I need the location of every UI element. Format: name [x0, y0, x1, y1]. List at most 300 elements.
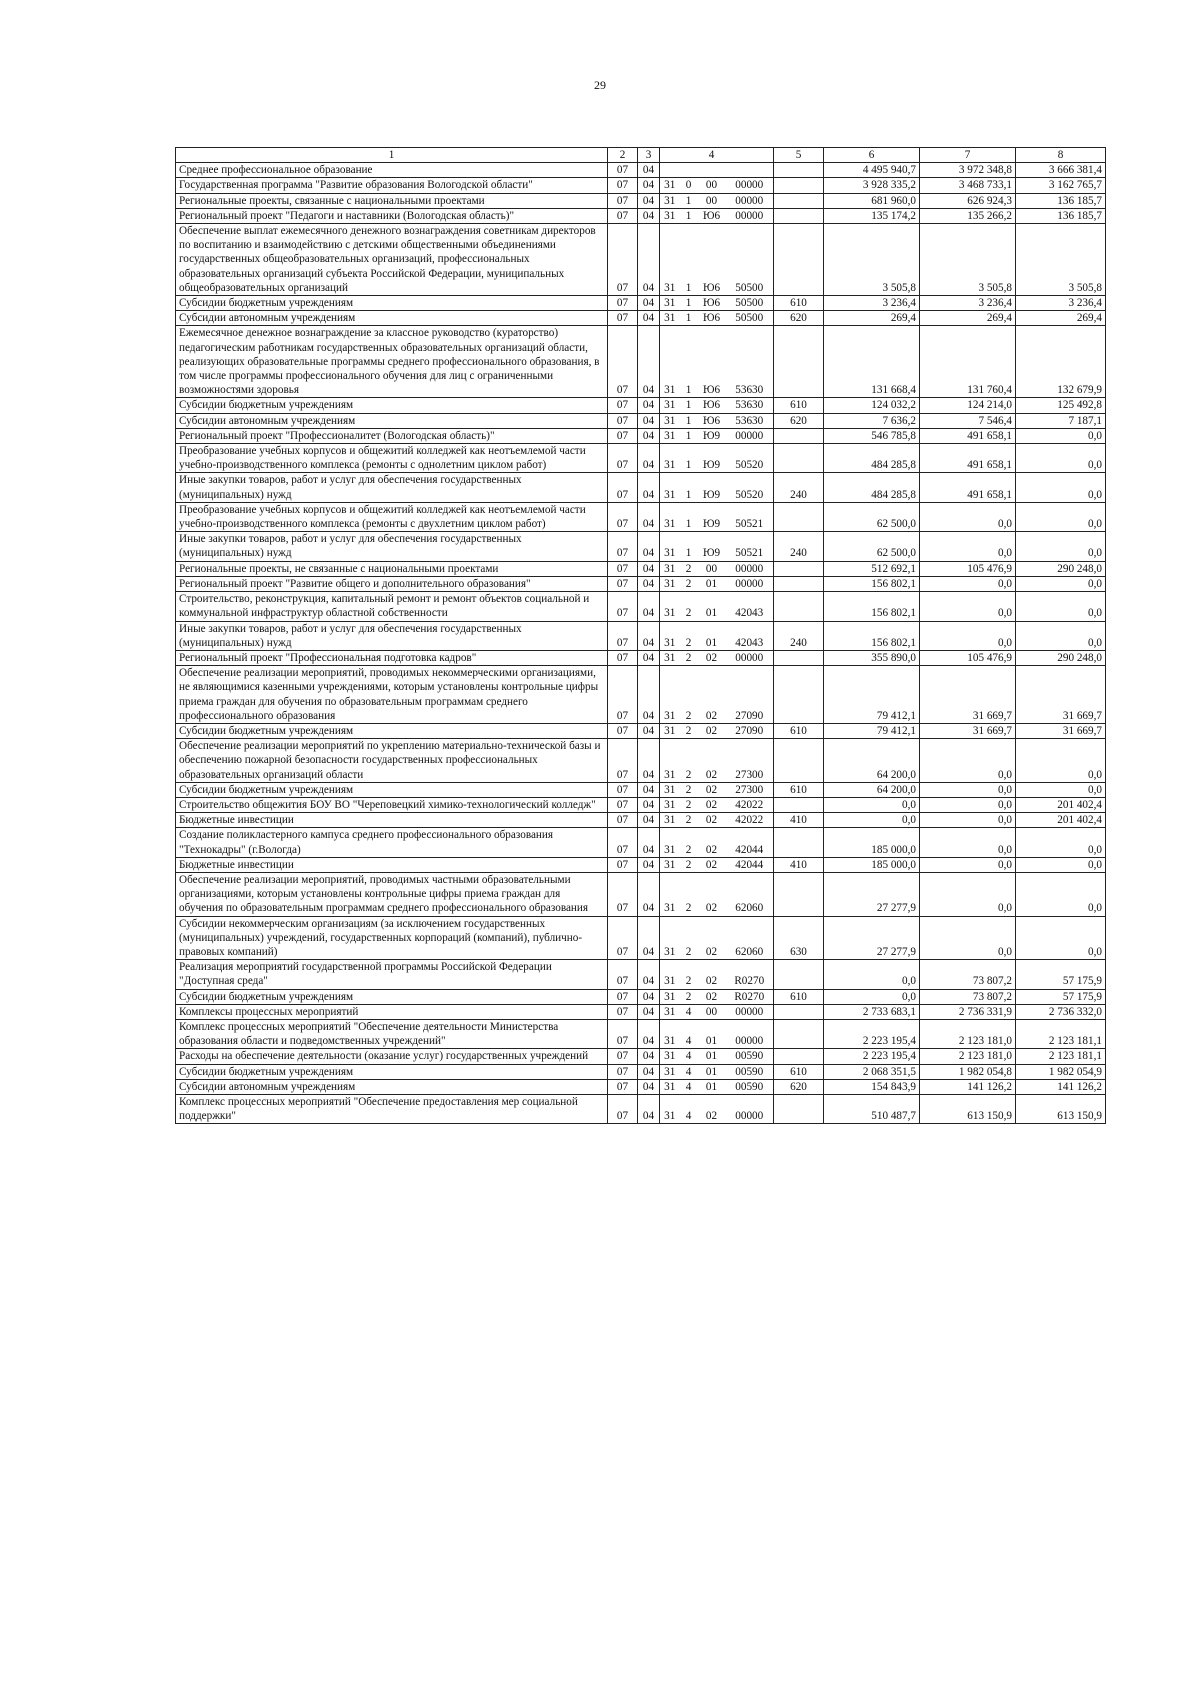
expense-type-cell: 610	[774, 1064, 824, 1079]
amount-col8-cell: 0,0	[1016, 916, 1106, 960]
expense-type-cell	[774, 666, 824, 724]
section-code-cell: 07	[608, 502, 638, 531]
subprogram-code-cell: 2	[680, 797, 698, 812]
direction-code-cell: 53630	[726, 326, 774, 398]
header-cell	[660, 148, 680, 163]
program-code-cell: 31	[660, 650, 680, 665]
expense-type-cell: 410	[774, 813, 824, 828]
program-code-cell: 31	[660, 813, 680, 828]
project-code-cell: Ю9	[698, 444, 726, 473]
subprogram-code-cell: 1	[680, 224, 698, 296]
amount-col8-cell: 0,0	[1016, 782, 1106, 797]
section-code-cell: 07	[608, 444, 638, 473]
row-name-cell: Региональные проекты, не связанные с национальными проектами	[176, 561, 608, 576]
header-cell: 8	[1016, 148, 1106, 163]
project-code-cell: Ю9	[698, 532, 726, 561]
project-code-cell: 02	[698, 916, 726, 960]
program-code-cell: 31	[660, 621, 680, 650]
amount-col6-cell: 154 843,9	[824, 1079, 920, 1094]
program-code-cell: 31	[660, 1004, 680, 1019]
amount-col8-cell: 31 669,7	[1016, 723, 1106, 738]
subprogram-code-cell: 2	[680, 872, 698, 916]
section-code-cell: 07	[608, 473, 638, 502]
project-code-cell: 01	[698, 1019, 726, 1048]
section-code-cell: 07	[608, 989, 638, 1004]
table-row	[176, 621, 1106, 650]
row-name-cell: Обеспечение реализации мероприятий, проводимых некоммерческими организациями, не являющимися казенными учреждениями, которым установлены контрольные цифры приема граждан для обучения по образовательным программам среднего профессионального образования	[176, 666, 608, 724]
section-code-cell: 07	[608, 208, 638, 223]
program-code-cell: 31	[660, 178, 680, 193]
expense-type-cell: 620	[774, 1079, 824, 1094]
amount-col6-cell: 355 890,0	[824, 650, 920, 665]
subprogram-code-cell: 1	[680, 193, 698, 208]
program-code-cell: 31	[660, 473, 680, 502]
amount-col7-cell: 3 236,4	[920, 296, 1016, 311]
amount-col7-cell: 2 736 331,9	[920, 1004, 1016, 1019]
table-row	[176, 576, 1106, 591]
amount-col8-cell: 2 123 181,1	[1016, 1019, 1106, 1048]
project-code-cell: 02	[698, 828, 726, 857]
row-name-cell: Комплексы процессных мероприятий	[176, 1004, 608, 1019]
table-row	[176, 813, 1106, 828]
expense-type-cell	[774, 872, 824, 916]
subprogram-code-cell: 2	[680, 666, 698, 724]
subsection-code-cell: 04	[638, 723, 660, 738]
table-row	[176, 739, 1106, 783]
section-code-cell: 07	[608, 428, 638, 443]
expense-type-cell	[774, 1049, 824, 1064]
amount-col6-cell: 135 174,2	[824, 208, 920, 223]
project-code-cell: 01	[698, 576, 726, 591]
table-row	[176, 502, 1106, 531]
direction-code-cell: 00000	[726, 178, 774, 193]
table-row	[176, 561, 1106, 576]
row-name-cell: Ежемесячное денежное вознаграждение за классное руководство (кураторство) педагогическим работникам государственных образовательных организаций области, реализующих образовательные программы среднего профессионального образования, в том числе программы профессионального обучения для лиц с ограниченными возможностями здоровья	[176, 326, 608, 398]
subsection-code-cell: 04	[638, 828, 660, 857]
project-code-cell: Ю6	[698, 208, 726, 223]
direction-code-cell: 00000	[726, 1004, 774, 1019]
table-row	[176, 428, 1106, 443]
direction-code-cell: 00000	[726, 428, 774, 443]
project-code-cell: 01	[698, 621, 726, 650]
direction-code-cell: 50520	[726, 444, 774, 473]
amount-col8-cell: 0,0	[1016, 532, 1106, 561]
subprogram-code-cell: 1	[680, 444, 698, 473]
amount-col6-cell: 2 223 195,4	[824, 1019, 920, 1048]
subsection-code-cell: 04	[638, 1095, 660, 1124]
project-code-cell: 02	[698, 1095, 726, 1124]
direction-code-cell: 42022	[726, 813, 774, 828]
expense-type-cell	[774, 960, 824, 989]
subprogram-code-cell: 2	[680, 960, 698, 989]
program-code-cell: 31	[660, 960, 680, 989]
section-code-cell: 07	[608, 739, 638, 783]
subsection-code-cell: 04	[638, 413, 660, 428]
program-code-cell: 31	[660, 723, 680, 738]
row-name-cell: Региональные проекты, связанные с национальными проектами	[176, 193, 608, 208]
expense-type-cell	[774, 739, 824, 783]
program-code-cell: 31	[660, 666, 680, 724]
subprogram-code-cell: 0	[680, 178, 698, 193]
section-code-cell: 07	[608, 1049, 638, 1064]
section-code-cell: 07	[608, 1004, 638, 1019]
amount-col8-cell: 136 185,7	[1016, 208, 1106, 223]
table-row	[176, 532, 1106, 561]
expense-type-cell	[774, 1019, 824, 1048]
expense-type-cell	[774, 576, 824, 591]
project-code-cell: 02	[698, 782, 726, 797]
amount-col6-cell: 2 223 195,4	[824, 1049, 920, 1064]
amount-col7-cell: 0,0	[920, 739, 1016, 783]
project-code-cell: 02	[698, 739, 726, 783]
table-row	[176, 193, 1106, 208]
project-code-cell: Ю9	[698, 428, 726, 443]
program-code-cell: 31	[660, 916, 680, 960]
section-code-cell: 07	[608, 828, 638, 857]
direction-code-cell: 00590	[726, 1064, 774, 1079]
row-name-cell: Субсидии автономным учреждениям	[176, 311, 608, 326]
expense-type-cell	[774, 193, 824, 208]
expense-type-cell	[774, 1004, 824, 1019]
direction-code-cell: 50500	[726, 224, 774, 296]
project-code-cell: 02	[698, 857, 726, 872]
subprogram-code-cell: 1	[680, 398, 698, 413]
subprogram-code-cell	[680, 163, 698, 178]
expense-type-cell	[774, 428, 824, 443]
expense-type-cell: 240	[774, 473, 824, 502]
amount-col8-cell: 613 150,9	[1016, 1095, 1106, 1124]
program-code-cell: 31	[660, 576, 680, 591]
subsection-code-cell: 04	[638, 576, 660, 591]
header-cell: 3	[638, 148, 660, 163]
amount-col8-cell: 0,0	[1016, 444, 1106, 473]
expense-type-cell: 610	[774, 296, 824, 311]
section-code-cell: 07	[608, 576, 638, 591]
subprogram-code-cell: 2	[680, 650, 698, 665]
row-name-cell: Субсидии бюджетным учреждениям	[176, 1064, 608, 1079]
subsection-code-cell: 04	[638, 224, 660, 296]
amount-col7-cell: 3 972 348,8	[920, 163, 1016, 178]
subprogram-code-cell: 1	[680, 428, 698, 443]
amount-col6-cell: 185 000,0	[824, 857, 920, 872]
amount-col8-cell: 269,4	[1016, 311, 1106, 326]
section-code-cell: 07	[608, 813, 638, 828]
amount-col8-cell: 290 248,0	[1016, 650, 1106, 665]
subprogram-code-cell: 2	[680, 561, 698, 576]
header-cell: 1	[176, 148, 608, 163]
expense-type-cell: 240	[774, 532, 824, 561]
amount-col7-cell: 491 658,1	[920, 428, 1016, 443]
subprogram-code-cell: 2	[680, 782, 698, 797]
program-code-cell: 31	[660, 208, 680, 223]
table-row	[176, 398, 1106, 413]
amount-col8-cell: 3 505,8	[1016, 224, 1106, 296]
subprogram-code-cell: 2	[680, 916, 698, 960]
subprogram-code-cell: 2	[680, 592, 698, 621]
subsection-code-cell: 04	[638, 666, 660, 724]
row-name-cell: Иные закупки товаров, работ и услуг для обеспечения государственных (муниципальных) нужд	[176, 621, 608, 650]
amount-col6-cell: 2 733 683,1	[824, 1004, 920, 1019]
row-name-cell: Государственная программа "Развитие образования Вологодской области"	[176, 178, 608, 193]
amount-col7-cell: 3 505,8	[920, 224, 1016, 296]
expense-type-cell: 610	[774, 989, 824, 1004]
row-name-cell: Субсидии бюджетным учреждениям	[176, 398, 608, 413]
table-row	[176, 224, 1106, 296]
amount-col6-cell: 4 495 940,7	[824, 163, 920, 178]
subsection-code-cell: 04	[638, 311, 660, 326]
program-code-cell: 31	[660, 532, 680, 561]
program-code-cell: 31	[660, 398, 680, 413]
subsection-code-cell: 04	[638, 1049, 660, 1064]
program-code-cell: 31	[660, 413, 680, 428]
direction-code-cell: R0270	[726, 989, 774, 1004]
section-code-cell: 07	[608, 193, 638, 208]
direction-code-cell: 00000	[726, 561, 774, 576]
section-code-cell: 07	[608, 296, 638, 311]
amount-col7-cell: 0,0	[920, 532, 1016, 561]
direction-code-cell: 27090	[726, 723, 774, 738]
amount-col8-cell: 2 123 181,1	[1016, 1049, 1106, 1064]
table-row	[176, 1079, 1106, 1094]
subsection-code-cell: 04	[638, 502, 660, 531]
subprogram-code-cell: 2	[680, 828, 698, 857]
table-row	[176, 311, 1106, 326]
table-row	[176, 797, 1106, 812]
subsection-code-cell: 04	[638, 561, 660, 576]
direction-code-cell: 00000	[726, 1019, 774, 1048]
table-row	[176, 666, 1106, 724]
row-name-cell: Субсидии бюджетным учреждениям	[176, 989, 608, 1004]
project-code-cell: Ю6	[698, 311, 726, 326]
row-name-cell: Региональный проект "Развитие общего и дополнительного образования"	[176, 576, 608, 591]
amount-col6-cell: 79 412,1	[824, 666, 920, 724]
amount-col6-cell: 185 000,0	[824, 828, 920, 857]
row-name-cell: Комплекс процессных мероприятий "Обеспечение деятельности Министерства образования области и подведомственных учреждений"	[176, 1019, 608, 1048]
subprogram-code-cell: 1	[680, 473, 698, 502]
amount-col8-cell: 0,0	[1016, 502, 1106, 531]
table-row	[176, 413, 1106, 428]
direction-code-cell: 00000	[726, 193, 774, 208]
row-name-cell: Строительство, реконструкция, капитальный ремонт и ремонт объектов социальной и коммунальной инфраструктур областной собственности	[176, 592, 608, 621]
amount-col8-cell: 0,0	[1016, 857, 1106, 872]
amount-col7-cell: 491 658,1	[920, 473, 1016, 502]
program-code-cell: 31	[660, 739, 680, 783]
program-code-cell: 31	[660, 782, 680, 797]
amount-col6-cell: 27 277,9	[824, 872, 920, 916]
program-code-cell	[660, 163, 680, 178]
subsection-code-cell: 04	[638, 444, 660, 473]
expense-type-cell: 630	[774, 916, 824, 960]
subsection-code-cell: 04	[638, 650, 660, 665]
row-name-cell: Создание поликластерного кампуса среднего профессионального образования "Технокадры" (г.Вологда)	[176, 828, 608, 857]
expense-type-cell	[774, 326, 824, 398]
direction-code-cell: 00000	[726, 1095, 774, 1124]
expense-type-cell	[774, 650, 824, 665]
subprogram-code-cell: 2	[680, 739, 698, 783]
direction-code-cell: 27300	[726, 739, 774, 783]
subsection-code-cell: 04	[638, 178, 660, 193]
project-code-cell: 00	[698, 178, 726, 193]
expense-type-cell: 620	[774, 311, 824, 326]
table-row	[176, 857, 1106, 872]
project-code-cell	[698, 163, 726, 178]
subprogram-code-cell: 1	[680, 326, 698, 398]
subprogram-code-cell: 1	[680, 296, 698, 311]
section-code-cell: 07	[608, 224, 638, 296]
row-name-cell: Субсидии бюджетным учреждениям	[176, 296, 608, 311]
amount-col6-cell: 0,0	[824, 813, 920, 828]
amount-col7-cell: 0,0	[920, 502, 1016, 531]
row-name-cell: Субсидии бюджетным учреждениям	[176, 782, 608, 797]
amount-col7-cell: 73 807,2	[920, 960, 1016, 989]
project-code-cell: 00	[698, 193, 726, 208]
amount-col6-cell: 64 200,0	[824, 739, 920, 783]
direction-code-cell: 00000	[726, 208, 774, 223]
amount-col8-cell: 0,0	[1016, 828, 1106, 857]
amount-col7-cell: 0,0	[920, 813, 1016, 828]
amount-col6-cell: 546 785,8	[824, 428, 920, 443]
expense-type-cell	[774, 561, 824, 576]
section-code-cell: 07	[608, 960, 638, 989]
section-code-cell: 07	[608, 178, 638, 193]
subprogram-code-cell: 4	[680, 1079, 698, 1094]
section-code-cell: 07	[608, 782, 638, 797]
table-row	[176, 163, 1106, 178]
program-code-cell: 31	[660, 224, 680, 296]
project-code-cell: 02	[698, 813, 726, 828]
amount-col7-cell: 0,0	[920, 621, 1016, 650]
row-name-cell: Преобразование учебных корпусов и общежитий колледжей как неотъемлемой части учебно-производственного комплекса (ремонты с двухлетним циклом работ)	[176, 502, 608, 531]
amount-col7-cell: 31 669,7	[920, 666, 1016, 724]
amount-col8-cell: 3 236,4	[1016, 296, 1106, 311]
amount-col6-cell: 79 412,1	[824, 723, 920, 738]
section-code-cell: 07	[608, 872, 638, 916]
amount-col6-cell: 0,0	[824, 797, 920, 812]
amount-col7-cell: 135 266,2	[920, 208, 1016, 223]
table-row	[176, 723, 1106, 738]
header-cell	[726, 148, 774, 163]
amount-col8-cell: 141 126,2	[1016, 1079, 1106, 1094]
table-row	[176, 960, 1106, 989]
direction-code-cell: 27090	[726, 666, 774, 724]
amount-col8-cell: 2 736 332,0	[1016, 1004, 1106, 1019]
subsection-code-cell: 04	[638, 872, 660, 916]
row-name-cell: Субсидии автономным учреждениям	[176, 413, 608, 428]
program-code-cell: 31	[660, 502, 680, 531]
table-row	[176, 592, 1106, 621]
direction-code-cell: 27300	[726, 782, 774, 797]
program-code-cell: 31	[660, 1064, 680, 1079]
subprogram-code-cell: 1	[680, 413, 698, 428]
row-name-cell: Преобразование учебных корпусов и общежитий колледжей как неотъемлемой части учебно-производственного комплекса (ремонты с однолетним циклом работ)	[176, 444, 608, 473]
amount-col8-cell: 290 248,0	[1016, 561, 1106, 576]
subsection-code-cell: 04	[638, 326, 660, 398]
subsection-code-cell: 04	[638, 208, 660, 223]
amount-col7-cell: 124 214,0	[920, 398, 1016, 413]
program-code-cell: 31	[660, 1095, 680, 1124]
header-cell: 4	[698, 148, 726, 163]
amount-col8-cell: 0,0	[1016, 576, 1106, 591]
row-name-cell: Иные закупки товаров, работ и услуг для обеспечения государственных (муниципальных) нужд	[176, 473, 608, 502]
program-code-cell: 31	[660, 872, 680, 916]
section-code-cell: 07	[608, 666, 638, 724]
header-cell: 5	[774, 148, 824, 163]
subsection-code-cell: 04	[638, 163, 660, 178]
amount-col8-cell: 136 185,7	[1016, 193, 1106, 208]
amount-col6-cell: 156 802,1	[824, 621, 920, 650]
section-code-cell: 07	[608, 398, 638, 413]
expense-type-cell: 240	[774, 621, 824, 650]
project-code-cell: 02	[698, 960, 726, 989]
section-code-cell: 07	[608, 1079, 638, 1094]
direction-code-cell: 00000	[726, 650, 774, 665]
subprogram-code-cell: 4	[680, 1095, 698, 1124]
amount-col7-cell: 0,0	[920, 872, 1016, 916]
row-name-cell: Региональный проект "Профессиональная подготовка кадров"	[176, 650, 608, 665]
table-row	[176, 1019, 1106, 1048]
direction-code-cell: 42044	[726, 857, 774, 872]
subprogram-code-cell: 1	[680, 311, 698, 326]
amount-col7-cell: 1 982 054,8	[920, 1064, 1016, 1079]
amount-col8-cell: 132 679,9	[1016, 326, 1106, 398]
project-code-cell: 02	[698, 989, 726, 1004]
amount-col8-cell: 0,0	[1016, 592, 1106, 621]
amount-col8-cell: 3 162 765,7	[1016, 178, 1106, 193]
subsection-code-cell: 04	[638, 960, 660, 989]
amount-col6-cell: 0,0	[824, 960, 920, 989]
amount-col6-cell: 131 668,4	[824, 326, 920, 398]
amount-col6-cell: 62 500,0	[824, 502, 920, 531]
table-row	[176, 1004, 1106, 1019]
header-cell: 7	[920, 148, 1016, 163]
subsection-code-cell: 04	[638, 739, 660, 783]
direction-code-cell: 62060	[726, 872, 774, 916]
amount-col6-cell: 156 802,1	[824, 576, 920, 591]
subsection-code-cell: 04	[638, 193, 660, 208]
amount-col6-cell: 3 236,4	[824, 296, 920, 311]
row-name-cell: Бюджетные инвестиции	[176, 857, 608, 872]
amount-col7-cell: 0,0	[920, 916, 1016, 960]
section-code-cell: 07	[608, 561, 638, 576]
amount-col6-cell: 269,4	[824, 311, 920, 326]
amount-col6-cell: 156 802,1	[824, 592, 920, 621]
direction-code-cell: 42043	[726, 621, 774, 650]
row-name-cell: Реализация мероприятий государственной программы Российской Федерации "Доступная среда"	[176, 960, 608, 989]
amount-col8-cell: 0,0	[1016, 739, 1106, 783]
project-code-cell: 02	[698, 723, 726, 738]
section-code-cell: 07	[608, 413, 638, 428]
amount-col8-cell: 0,0	[1016, 428, 1106, 443]
project-code-cell: 02	[698, 797, 726, 812]
amount-col8-cell: 57 175,9	[1016, 960, 1106, 989]
row-name-cell: Расходы на обеспечение деятельности (оказание услуг) государственных учреждений	[176, 1049, 608, 1064]
section-code-cell: 07	[608, 592, 638, 621]
program-code-cell: 31	[660, 296, 680, 311]
amount-col8-cell: 31 669,7	[1016, 666, 1106, 724]
direction-code-cell: 53630	[726, 413, 774, 428]
expense-type-cell	[774, 797, 824, 812]
expense-type-cell	[774, 224, 824, 296]
header-cell: 6	[824, 148, 920, 163]
header-cell: 2	[608, 148, 638, 163]
expense-type-cell: 620	[774, 413, 824, 428]
amount-col6-cell: 64 200,0	[824, 782, 920, 797]
table-row	[176, 326, 1106, 398]
expense-type-cell: 610	[774, 398, 824, 413]
subsection-code-cell: 04	[638, 296, 660, 311]
direction-code-cell: 50521	[726, 532, 774, 561]
project-code-cell: Ю6	[698, 398, 726, 413]
